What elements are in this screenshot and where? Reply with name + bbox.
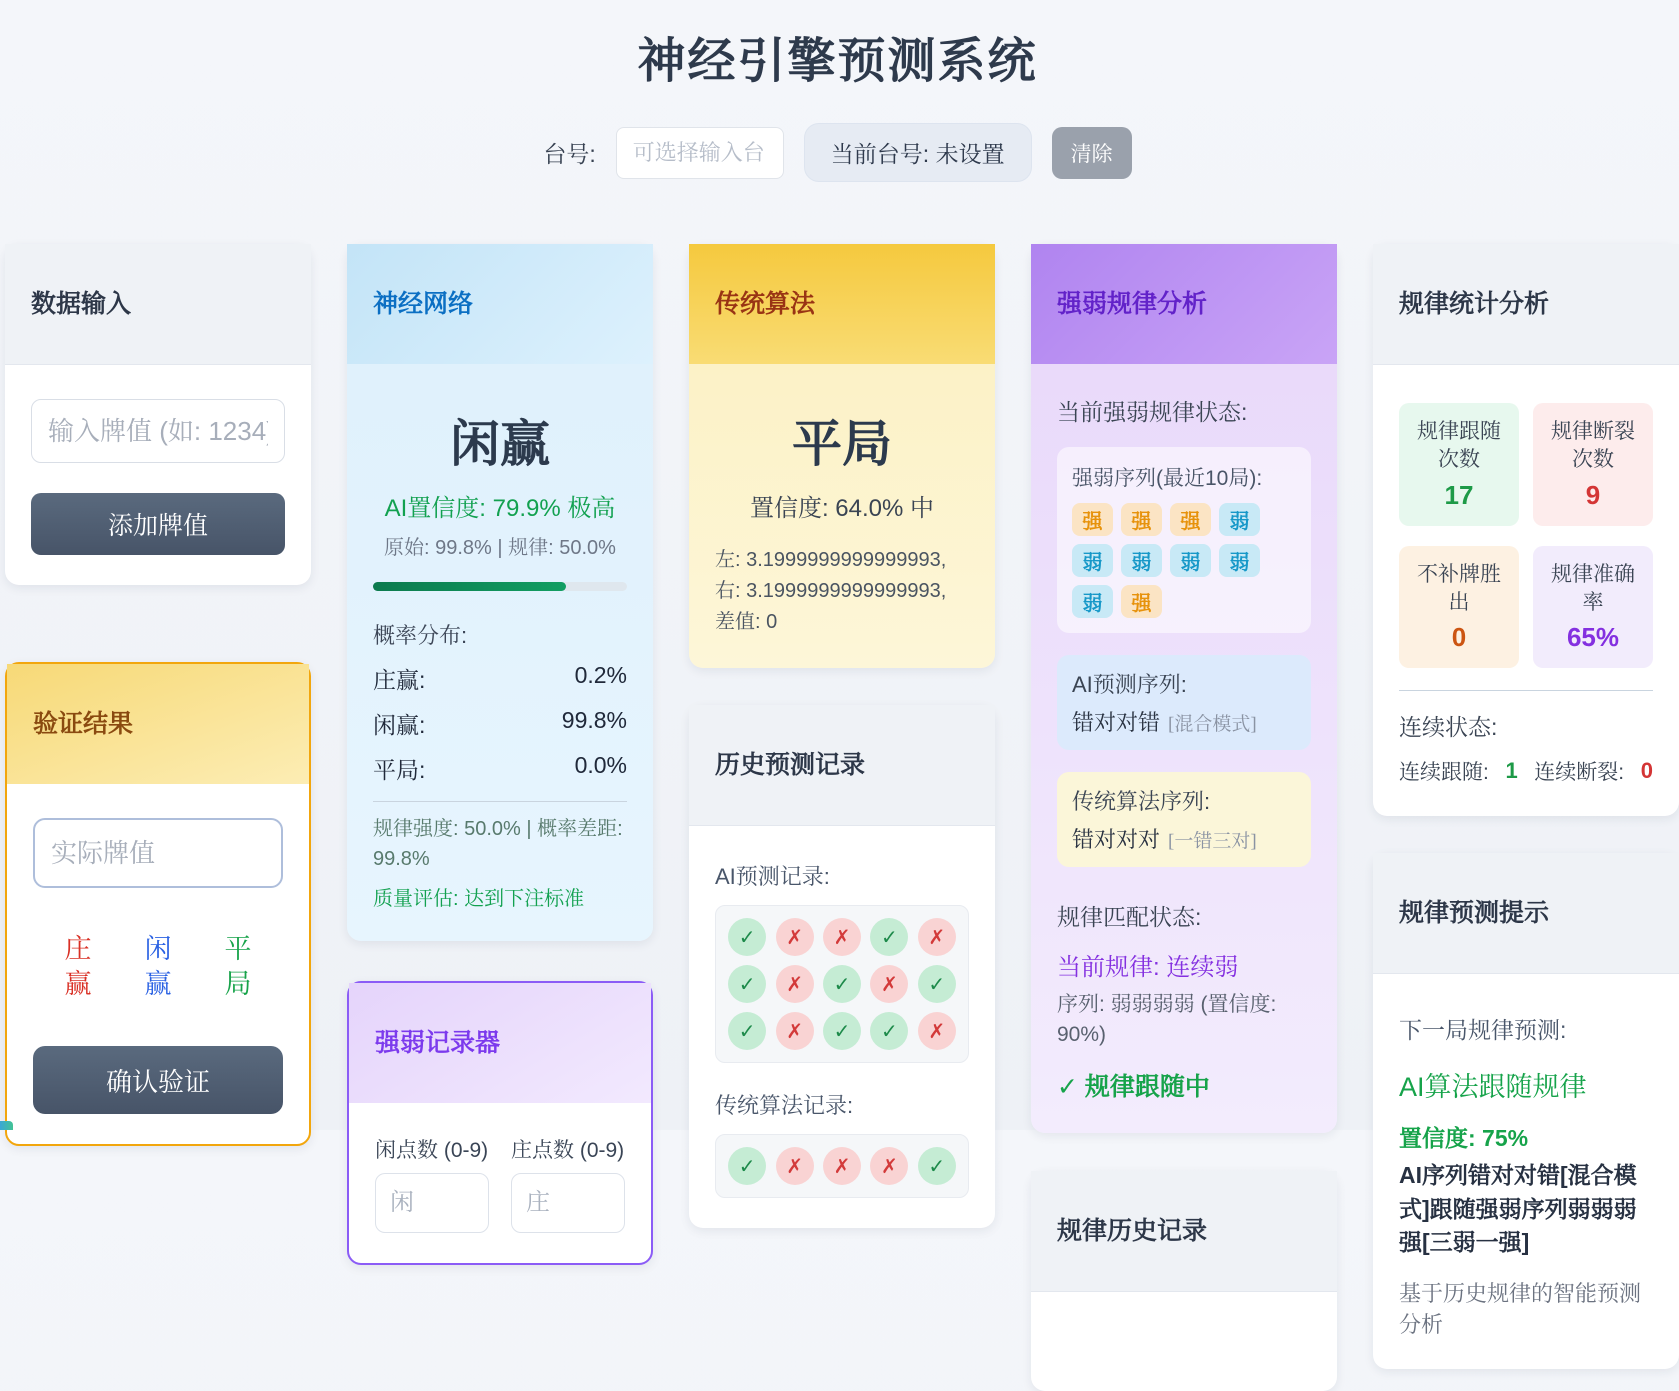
- result-wrong-icon: ✗: [776, 965, 814, 1003]
- clear-button[interactable]: 清除: [1052, 127, 1132, 179]
- stat-label: 规律断裂次数: [1551, 420, 1635, 472]
- trad-records-label: 传统算法记录:: [715, 1093, 854, 1118]
- follow-status: [1057, 1067, 1311, 1103]
- prob-value: 0.0%: [574, 752, 627, 778]
- streak-break-value: 0: [1640, 758, 1653, 784]
- card-pattern-history: [1031, 1171, 1337, 1391]
- stat-label: 规律跟随次数: [1417, 420, 1501, 472]
- neural-confidence: AI置信度: 79.9% 极高: [384, 495, 616, 522]
- hint-confidence: 置信度: 75%: [1399, 1125, 1529, 1152]
- strong-badge: 强: [1170, 503, 1211, 536]
- hint-prediction: AI算法跟随规律: [1399, 1072, 1587, 1103]
- column-neural: [347, 244, 653, 1265]
- table-number-label: 台号:: [543, 141, 596, 167]
- stat-accuracy: [1533, 546, 1653, 669]
- result-correct-icon: ✓: [728, 918, 766, 956]
- card-traditional-header: [689, 244, 995, 364]
- trad-sequence-label: 传统算法序列:: [1072, 789, 1211, 814]
- prob-row-banker: [373, 662, 627, 695]
- stat-label: 规律准确率: [1551, 562, 1635, 615]
- pattern-status-label: 当前强弱规律状态:: [1057, 399, 1248, 425]
- table-number-input[interactable]: [616, 127, 784, 179]
- prob-label: 庄赢:: [373, 667, 426, 693]
- streak-follow-label: 连续跟随:: [1399, 761, 1489, 785]
- clipped-card-fragment: [0, 1121, 13, 1130]
- player-win-button[interactable]: 闲赢: [141, 932, 175, 1002]
- ai-sequence-label: AI预测序列:: [1072, 672, 1187, 697]
- streak-row: [1399, 756, 1653, 786]
- dashboard: [0, 244, 1675, 1391]
- hint-detail: AI序列错对对错[混合模式]跟随强弱序列弱弱弱强[三弱一强]: [1399, 1162, 1637, 1256]
- result-wrong-icon: ✗: [870, 965, 908, 1003]
- neural-raw-line: 原始: 99.8% | 规律: 50.0%: [384, 537, 616, 559]
- current-rule: 当前规律: 连续弱: [1057, 954, 1239, 981]
- trad-records-grid: [715, 1134, 969, 1198]
- result-correct-icon: ✓: [823, 1012, 861, 1050]
- result-correct-icon: ✓: [918, 965, 956, 1003]
- strength-sequence-box: [1057, 447, 1311, 633]
- ai-sequence-box: [1057, 655, 1311, 750]
- banker-points-input[interactable]: [511, 1173, 625, 1233]
- current-table-badge: 当前台号: 未设置: [804, 123, 1032, 182]
- card-data-input: [5, 244, 311, 585]
- result-correct-icon: ✓: [728, 965, 766, 1003]
- prob-label: 平局:: [373, 757, 426, 783]
- strong-badge: 强: [1121, 503, 1162, 536]
- column-stats: [1373, 244, 1679, 1369]
- result-wrong-icon: ✗: [823, 918, 861, 956]
- card-neural-header: [347, 244, 653, 364]
- weak-badge: 弱: [1121, 544, 1162, 577]
- card-title: 强弱规律分析: [1057, 290, 1208, 318]
- prob-value: 0.2%: [574, 662, 627, 688]
- stat-follow-count: [1399, 403, 1519, 526]
- stat-value: 17: [1444, 479, 1474, 510]
- divider: [1399, 690, 1653, 691]
- sequence-label: 强弱序列(最近10局):: [1072, 467, 1263, 490]
- prob-label: 闲赢:: [373, 712, 426, 738]
- card-title: 神经网络: [373, 290, 474, 318]
- next-round-label: 下一局规律预测:: [1399, 1017, 1567, 1044]
- add-card-value-button[interactable]: 添加牌值: [31, 493, 285, 555]
- card-pattern-header: [1031, 244, 1337, 364]
- card-pattern-hint: [1373, 853, 1679, 1369]
- stat-value: 65%: [1566, 622, 1620, 653]
- ai-records-grid: [715, 905, 969, 1063]
- match-status-label: 规律匹配状态:: [1057, 904, 1202, 930]
- card-value-input[interactable]: [31, 399, 285, 463]
- weak-badge: 弱: [1072, 585, 1113, 618]
- weak-badge: 弱: [1170, 544, 1211, 577]
- actual-value-input[interactable]: [33, 818, 283, 888]
- stat-nodraw-win: [1399, 546, 1519, 669]
- card-title: 规律历史记录: [1057, 1216, 1208, 1245]
- rule-sequence: 序列: 弱弱弱弱 (置信度: 90%): [1057, 993, 1277, 1047]
- result-correct-icon: ✓: [918, 1147, 956, 1185]
- check-icon: ✓: [1057, 1072, 1078, 1101]
- confidence-progress-fill: [373, 582, 566, 591]
- card-title: 验证结果: [33, 710, 134, 738]
- card-traditional: [689, 244, 995, 668]
- traditional-prediction: 平局: [792, 416, 892, 472]
- player-points-input[interactable]: [375, 1173, 489, 1233]
- hint-footer: 基于历史规律的智能预测分析: [1399, 1281, 1642, 1338]
- card-history-header: [689, 705, 995, 826]
- result-wrong-icon: ✗: [776, 918, 814, 956]
- trad-sequence-value: [1072, 823, 1296, 854]
- streak-break-label: 连续断裂:: [1534, 761, 1625, 785]
- card-title: 规律统计分析: [1399, 290, 1550, 318]
- card-title: 规律预测提示: [1399, 899, 1550, 928]
- stat-value: 0: [1451, 622, 1467, 653]
- stat-label: 不补牌胜出: [1417, 562, 1501, 615]
- card-stats: [1373, 244, 1679, 816]
- card-title: 历史预测记录: [715, 751, 866, 779]
- column-traditional: [689, 244, 995, 1228]
- strong-badge: 强: [1121, 585, 1162, 618]
- result-correct-icon: ✓: [870, 918, 908, 956]
- result-correct-icon: ✓: [728, 1012, 766, 1050]
- prob-row-tie: [373, 752, 627, 785]
- trad-sequence-box: [1057, 772, 1311, 867]
- card-hint-header: [1373, 853, 1679, 974]
- banker-win-button[interactable]: 庄赢: [61, 932, 95, 1002]
- strength-line: 规律强度: 50.0% | 概率差距: 99.8%: [373, 818, 623, 870]
- table-controls: [0, 123, 1675, 182]
- sequence-text: 错对对对: [1072, 827, 1161, 852]
- sequence-tag: [一错三对]: [1168, 831, 1257, 852]
- weak-badge: 弱: [1219, 503, 1260, 536]
- streak-label: 连续状态:: [1399, 714, 1498, 741]
- result-correct-icon: ✓: [823, 965, 861, 1003]
- weak-badge: 弱: [1219, 544, 1260, 577]
- card-title: 传统算法: [715, 290, 816, 318]
- column-pattern: [1031, 244, 1337, 1391]
- card-strength-recorder: [347, 981, 653, 1265]
- result-wrong-icon: ✗: [918, 918, 956, 956]
- card-neural-network: [347, 244, 653, 941]
- card-data-input-header: [5, 244, 311, 365]
- result-wrong-icon: ✗: [870, 1147, 908, 1185]
- traditional-detail: 左: 3.1999999999999993, 右: 3.1999999999999993, 差值: 0: [715, 549, 947, 633]
- card-recorder-header: [349, 983, 651, 1103]
- strength-sequence-badges: [1072, 503, 1296, 618]
- card-verification-header: [7, 664, 309, 784]
- card-stats-header: [1373, 244, 1679, 365]
- prob-value: 99.8%: [561, 707, 627, 733]
- streak-follow-value: 1: [1505, 758, 1518, 784]
- result-correct-icon: ✓: [728, 1147, 766, 1185]
- stat-value: 9: [1585, 479, 1601, 510]
- card-history: [689, 705, 995, 1228]
- sequence-tag: [混合模式]: [1168, 714, 1257, 735]
- sequence-text: 错对对错: [1072, 710, 1161, 735]
- neural-prediction: 闲赢: [450, 416, 550, 472]
- quality-line: 质量评估: 达到下注标准: [373, 888, 585, 910]
- result-wrong-icon: ✗: [776, 1012, 814, 1050]
- banker-points-label: 庄点数 (0-9): [511, 1139, 625, 1162]
- divider: [373, 801, 627, 802]
- card-title: 数据输入: [31, 290, 132, 318]
- stat-break-count: [1533, 403, 1653, 526]
- result-wrong-icon: ✗: [918, 1012, 956, 1050]
- result-wrong-icon: ✗: [776, 1147, 814, 1185]
- ai-records-label: AI预测记录:: [715, 864, 830, 889]
- follow-status-text: 规律跟随中: [1084, 1072, 1210, 1101]
- result-correct-icon: ✓: [870, 1012, 908, 1050]
- verify-outcome-buttons: [33, 932, 283, 1002]
- card-pattern-history-header: [1031, 1171, 1337, 1292]
- strong-badge: 强: [1072, 503, 1113, 536]
- player-points-field: [375, 1137, 489, 1233]
- prob-row-player: [373, 707, 627, 740]
- card-verification: [5, 662, 311, 1146]
- weak-badge: 弱: [1072, 544, 1113, 577]
- confirm-verify-button[interactable]: 确认验证: [33, 1046, 283, 1114]
- distribution-label: 概率分布:: [373, 623, 468, 648]
- player-points-label: 闲点数 (0-9): [375, 1139, 489, 1162]
- column-input: [5, 244, 311, 1146]
- ai-sequence-value: [1072, 706, 1296, 737]
- banker-points-field: [511, 1137, 625, 1233]
- tie-button[interactable]: 平局: [221, 932, 255, 1002]
- card-pattern-analysis: [1031, 244, 1337, 1133]
- traditional-confidence: 置信度: 64.0% 中: [749, 495, 935, 522]
- result-wrong-icon: ✗: [823, 1147, 861, 1185]
- confidence-progress-track: [373, 582, 627, 591]
- card-title: 强弱记录器: [375, 1029, 501, 1057]
- page-title: 神经引擎预测系统: [637, 35, 1038, 88]
